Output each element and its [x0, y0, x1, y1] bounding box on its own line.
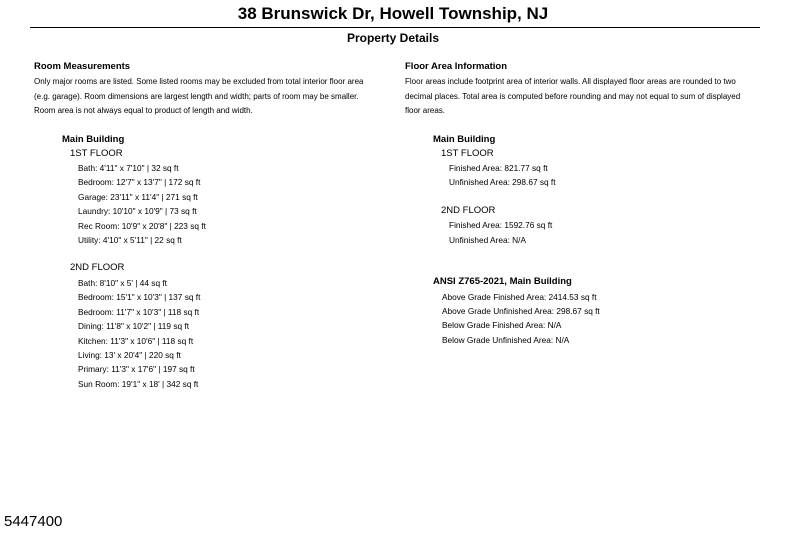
room-item: Dining: 11'8" x 10'2" | 119 sq ft [78, 321, 189, 332]
note-line: Room area is not always equal to product of length and width. [34, 106, 253, 115]
note-line: (e.g. garage). Room dimensions are largest length and width; parts of room may be smaller. [34, 91, 359, 101]
room-item: Garage: 23'11" x 11'4" | 271 sq ft [78, 191, 198, 202]
note-line: floor areas. [405, 106, 446, 115]
room-item: Bedroom: 15'1" x 10'3" | 137 sq ft [78, 292, 201, 303]
listing-id: 5447400 [4, 513, 63, 530]
room-item: Laundry: 10'10" x 10'9" | 73 sq ft [78, 206, 197, 217]
ansi-item: Above Grade Finished Area: 2414.53 sq ft [442, 291, 597, 302]
floor-area-section [405, 60, 765, 347]
area-item: Finished Area: 821.77 sq ft [449, 163, 548, 173]
title-divider [30, 27, 760, 28]
ansi-heading: ANSI Z765-2021, Main Building [433, 276, 572, 288]
room-measurements-heading: Room Measurements [34, 61, 131, 72]
floor-label: 2ND FLOOR [441, 204, 496, 216]
note-line: Only major rooms are listed. Some listed rooms may be excluded from total interior floor area [34, 77, 364, 86]
room-item: Primary: 11'3" x 17'6" | 197 sq ft [78, 364, 195, 375]
ansi-item: Below Grade Finished Area: N/A [442, 320, 562, 331]
floor-label: 1ST FLOOR [70, 147, 123, 159]
ansi-item: Above Grade Unfinished Area: 298.67 sq ft [442, 305, 600, 316]
ansi-item: Below Grade Unfinished Area: N/A [442, 334, 570, 345]
room-item: Utility: 4'10" x 5'11" | 22 sq ft [78, 235, 182, 246]
room-measurements-section [34, 60, 394, 391]
floor-area-note [405, 75, 765, 119]
floor-label: 2ND FLOOR [70, 262, 125, 274]
room-item: Sun Room: 19'1" x 18' | 342 sq ft [78, 378, 199, 389]
room-item: Bath: 8'10" x 5' | 44 sq ft [78, 277, 167, 288]
page-subtitle: Property Details [346, 31, 440, 45]
note-line: decimal places. Total area is computed before rounding and may not equal to sum of displayed [405, 91, 741, 101]
property-address-title: 38 Brunswick Dr, Howell Township, NJ [237, 4, 549, 23]
area-item: Finished Area: 1592.76 sq ft [449, 220, 553, 231]
area-item: Unfinished Area: 298.67 sq ft [449, 177, 556, 188]
floor-label: 1ST FLOOR [441, 147, 494, 159]
floor-area-heading: Floor Area Information [405, 61, 508, 72]
area-item: Unfinished Area: N/A [449, 234, 527, 245]
room-measurements-note [34, 75, 394, 119]
room-item: Rec Room: 10'9" x 20'8" | 223 sq ft [78, 220, 206, 231]
building-label: Main Building [433, 133, 496, 145]
room-item: Living: 13' x 20'4" | 220 sq ft [78, 349, 181, 360]
room-item: Bath: 4'11" x 7'10" | 32 sq ft [78, 163, 179, 173]
building-label: Main Building [62, 133, 125, 145]
room-item: Bedroom: 11'7" x 10'3" | 118 sq ft [78, 306, 200, 317]
note-line: Floor areas include footprint area of interior walls. All displayed floor areas are rounded to two [405, 77, 736, 86]
room-item: Bedroom: 12'7" x 13'7" | 172 sq ft [78, 177, 201, 188]
room-item: Kitchen: 11'3" x 10'6" | 118 sq ft [78, 335, 194, 346]
